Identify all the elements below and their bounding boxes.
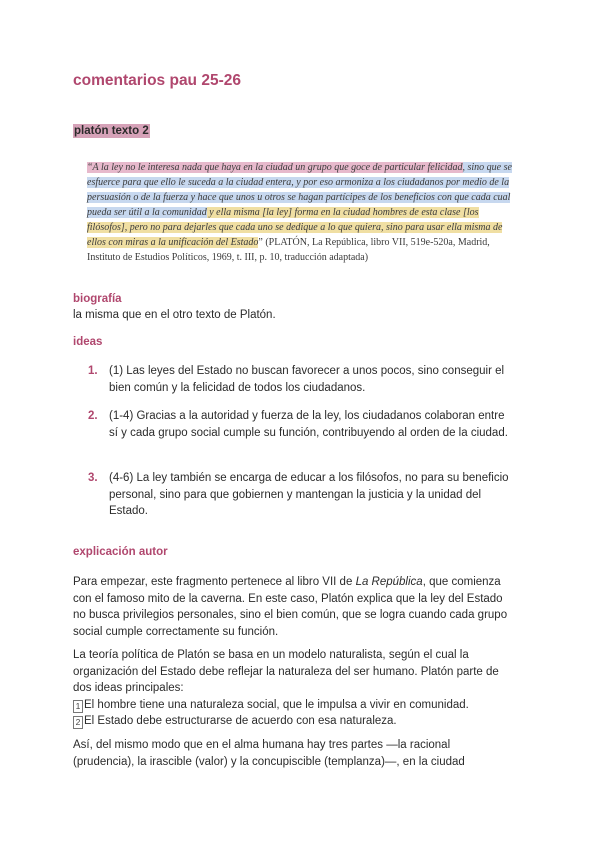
- sub-idea: [73, 713, 513, 730]
- list-text: (1-4) Gracias a la autoridad y fuerza de la ley, los ciudadanos colaboran entre sí y cada grupo social cumple su función, contribuyendo al orden de la ciudad.: [109, 410, 508, 439]
- list-text: (1) Las leyes del Estado no buscan favorecer a unos pocos, sino conseguir el bien común y la felicidad de todos los ciudadanos.: [109, 365, 505, 394]
- p1-before: Para empezar, este fragmento pertenece al libro VII de: [73, 576, 356, 588]
- biografia-text: la misma que en el otro texto de Platón.: [73, 309, 276, 321]
- list-number: 1.: [88, 365, 98, 377]
- p1-after: , que comienza con el famoso mito de la caverna. En este caso, Platón explica que la ley del Estado no busca privilegios personales, sino el bien común, que se logra cuando cada grupo social cumple correctamente su función.: [73, 576, 508, 638]
- explicacion-paragraph-1: [73, 574, 513, 640]
- p2-text: La teoría política de Platón se basa en un modelo naturalista, según el cual la organización del Estado debe reflejar la naturaleza del ser humano. Platón parte de dos ideas principales:: [73, 649, 499, 694]
- explicacion-paragraph-2: [73, 647, 513, 730]
- quote-part-1: “A la ley no le interesa nada que haya en la ciudad un grupo que goce de particular felicidad: [87, 162, 463, 173]
- sub-idea-text: El hombre tiene una naturaleza social, que le impulsa a vivir en comunidad.: [84, 698, 469, 711]
- quote-part-2: y ella misma [la ley] forma en la ciudad hombres de esta clase [los filósofos], pero no para dejarles que cada uno se dedique a lo que quiera, sino para usar ella misma de ellos con miras a la unificación del Estado: [87, 207, 503, 248]
- list-item: [88, 470, 513, 520]
- book-title: La República: [355, 576, 423, 588]
- document-title: comentarios pau 25-26: [73, 72, 241, 89]
- list-item: [88, 363, 513, 396]
- ideas-heading: ideas: [73, 336, 103, 348]
- quote-part-1b: , sino que se esfuerce para que ello le suceda a la ciudad entera, y por eso armoniza a los ciudadanos por medio de la persuasión o de la fuerza y hace que unos u otros se hagan partícipes de los beneficios con que cada cual pueda ser útil a la comunidad: [87, 162, 512, 218]
- list-number: 2.: [88, 410, 98, 422]
- number-box-icon: 1: [73, 700, 83, 713]
- sub-idea: [73, 697, 513, 714]
- quote-citation: ” (PLATÓN, La República, libro VII, 519e-520a, Madrid, Instituto de Estudios Políticos, 1969, t. III, p. 10, traducción adaptada): [87, 237, 490, 263]
- explicacion-paragraph-3: Así, del mismo modo que en el alma humana hay tres partes —la racional (prudencia), la irascible (valor) y la concupiscible (templanza)—, en la ciudad: [73, 739, 465, 768]
- explicacion-heading: explicación autor: [73, 546, 168, 558]
- list-text: (4-6) La ley también se encarga de educar a los filósofos, no para su beneficio personal, sino para que gobiernen y mantengan la justicia y la unidad del Estado.: [109, 472, 509, 517]
- list-number: 3.: [88, 472, 98, 484]
- biografia-heading: biografía: [73, 293, 122, 305]
- list-item: [88, 408, 513, 441]
- quote-block: [87, 160, 519, 265]
- section-subtitle: platón texto 2: [74, 125, 149, 137]
- number-box-icon: 2: [73, 716, 83, 729]
- sub-idea-text: El Estado debe estructurarse de acuerdo con esa naturaleza.: [84, 715, 397, 727]
